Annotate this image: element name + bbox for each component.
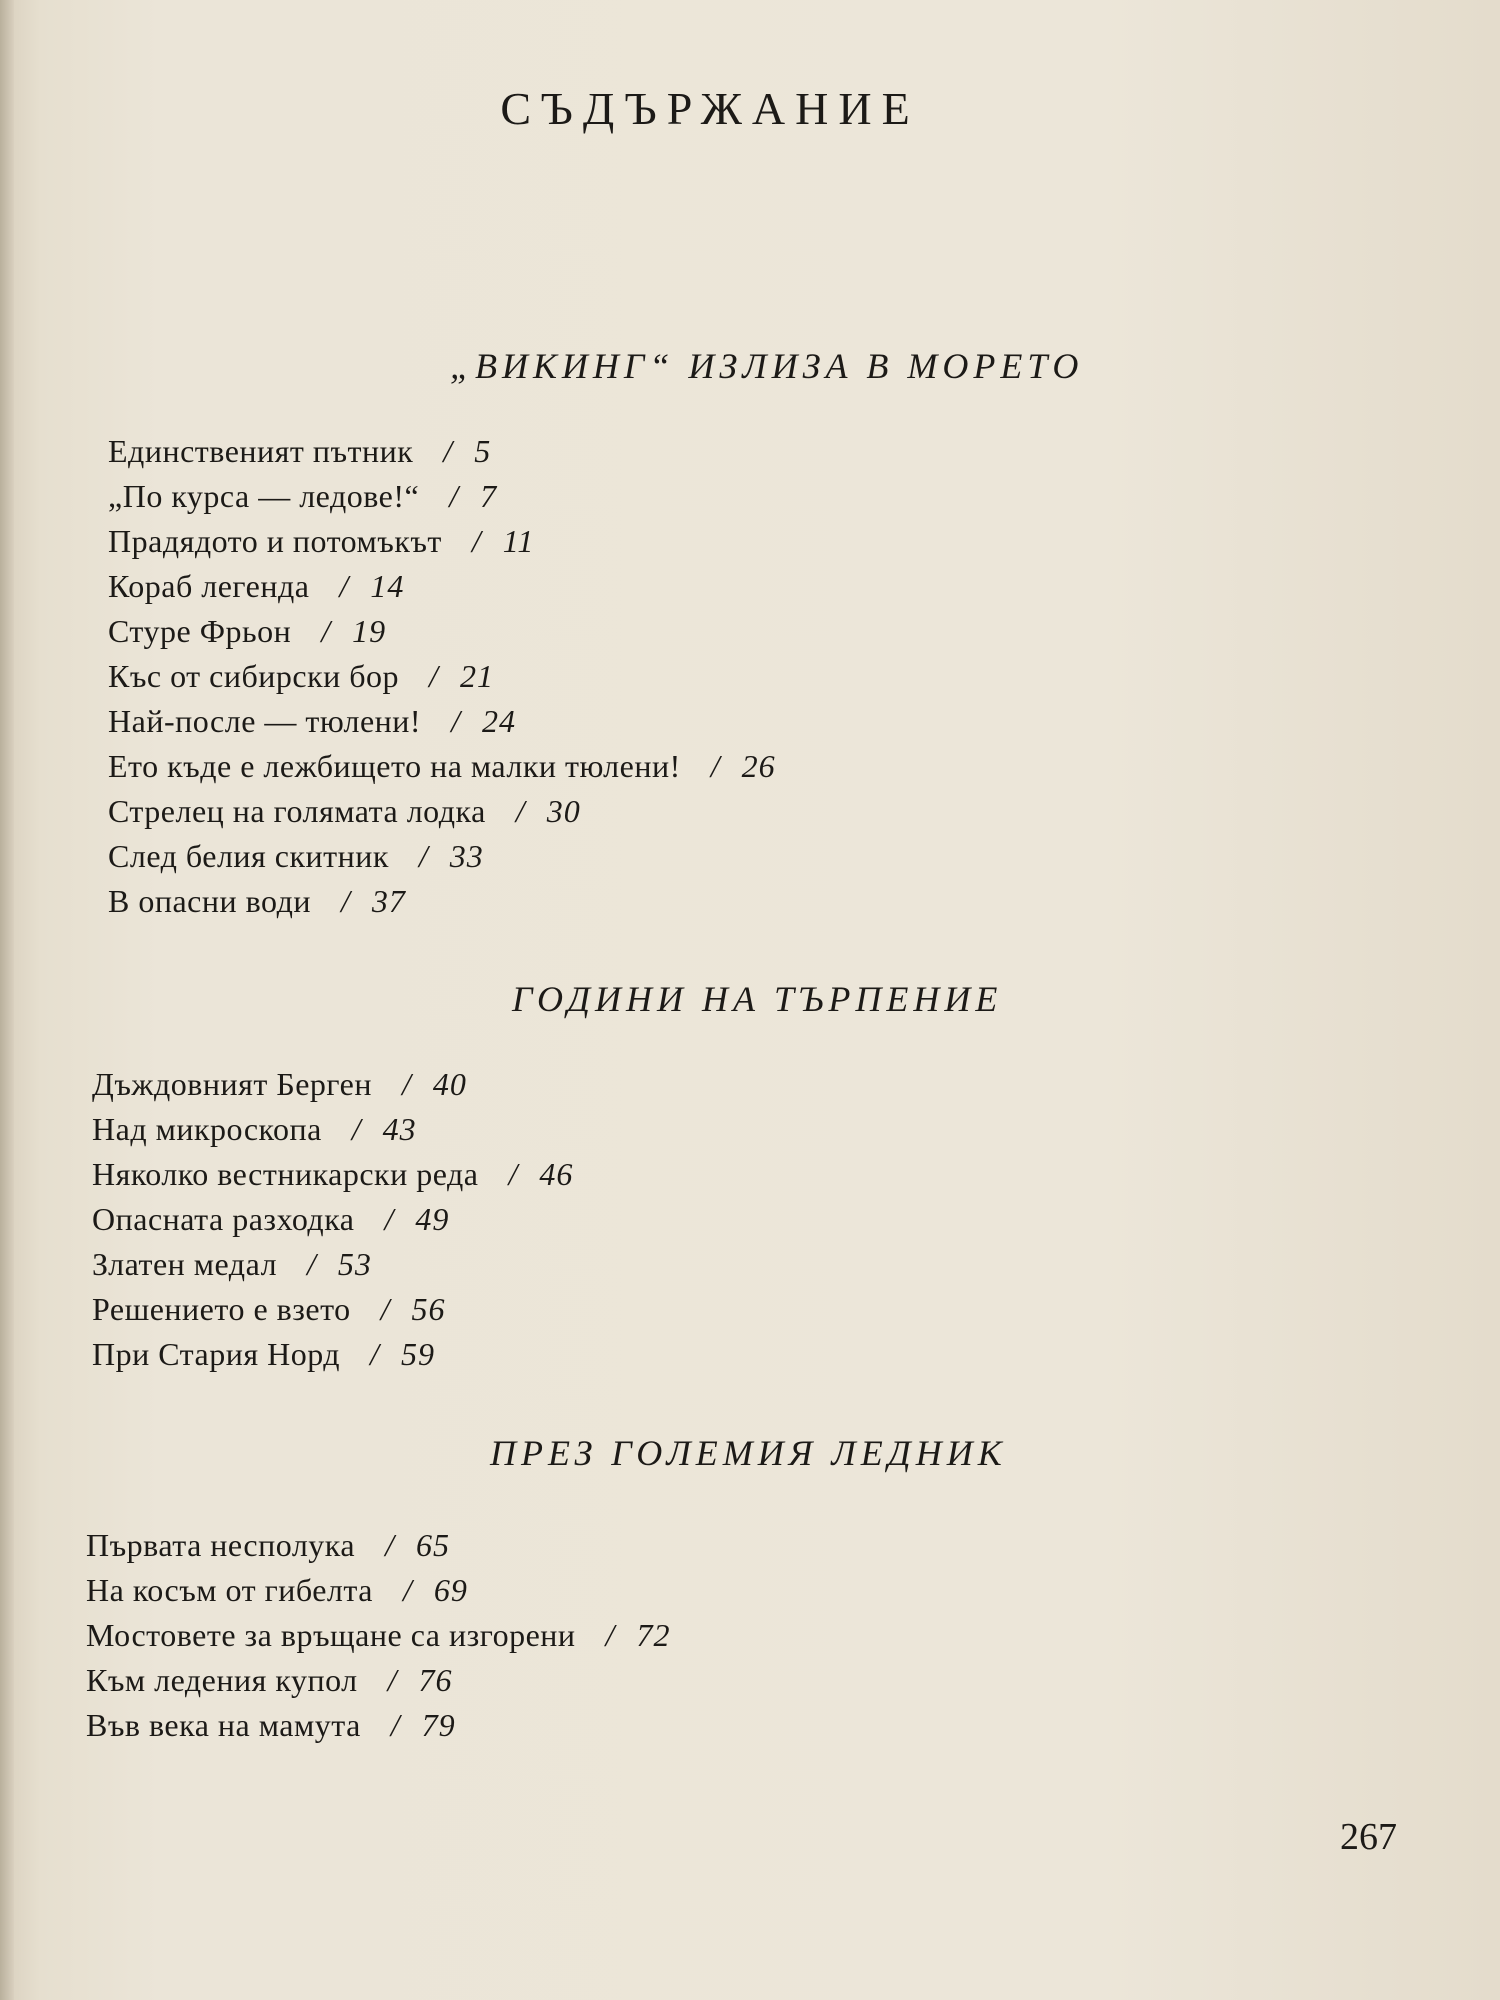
toc-entry-title: Единственият пътник [108, 433, 414, 469]
toc-separator: / [341, 883, 350, 919]
toc-entry [86, 1523, 986, 1568]
toc-separator: / [471, 523, 481, 559]
toc-entry [92, 1062, 992, 1107]
toc-separator: / [307, 1246, 316, 1282]
toc-entry-page: 30 [546, 793, 581, 829]
toc-entry-page: 5 [474, 433, 492, 469]
contents-heading: СЪДЪРЖАНИЕ [500, 83, 920, 134]
toc-separator: / [385, 1527, 394, 1563]
toc-entry [108, 654, 1008, 699]
toc-entry-page: 14 [370, 568, 405, 604]
toc-entry-title: Мостовете за връщане са изгорени [86, 1617, 576, 1653]
section-title-viking: „ВИКИНГ“ ИЗЛИЗА В МОРЕТО [450, 346, 1084, 386]
toc-entry-page: 65 [415, 1527, 450, 1563]
toc-entry [108, 474, 1008, 519]
toc-entry-page: 76 [418, 1662, 453, 1698]
toc-entry-title: Прадядото и потомъкът [108, 523, 442, 559]
toc-entry-title: Кораб легенда [108, 568, 310, 604]
toc-separator: / [710, 748, 720, 784]
toc-entry-title: Къс от сибирски бор [108, 658, 400, 694]
toc-separator: / [401, 1066, 411, 1102]
toc-entry-page: 69 [433, 1572, 468, 1608]
toc-entry [108, 789, 1008, 834]
toc-separator: / [605, 1617, 615, 1653]
toc-entry-title: След белия скитник [108, 838, 389, 874]
toc-entry [108, 699, 1008, 744]
toc-entry-title: В опасни води [108, 883, 311, 919]
toc-entry-title: „По курса — ледове!“ [108, 478, 420, 514]
toc-entry [108, 564, 1008, 609]
toc-separator: / [451, 703, 460, 739]
toc-entry [92, 1152, 992, 1197]
toc-entry-title: Стрелец на голямата лодка [108, 793, 486, 829]
toc-entry-title: Златен медал [92, 1246, 278, 1282]
toc-entry-page: 56 [411, 1291, 446, 1327]
toc-entry [108, 744, 1008, 789]
toc-entry-page: 33 [449, 838, 484, 874]
toc-entry-page: 21 [459, 658, 494, 694]
toc-separator: / [515, 793, 525, 829]
toc-entry-title: Най-после — тюлени! [108, 703, 422, 739]
toc-list-section-3 [86, 1523, 986, 1748]
toc-entry-title: Решението е взето [92, 1291, 351, 1327]
toc-entry-page: 37 [371, 883, 406, 919]
toc-entry-page: 53 [337, 1246, 372, 1282]
toc-separator: / [418, 838, 428, 874]
toc-separator: / [387, 1662, 397, 1698]
toc-entry-title: Във века на мамута [86, 1707, 361, 1743]
toc-entry-page: 43 [382, 1111, 417, 1147]
toc-entry [86, 1568, 986, 1613]
toc-separator: / [402, 1572, 412, 1608]
toc-separator: / [321, 613, 331, 649]
toc-entry-page: 46 [539, 1156, 574, 1192]
section-title-years: ГОДИНИ НА ТЪРПЕНИЕ [512, 979, 1003, 1019]
toc-entry [92, 1197, 992, 1242]
toc-entry-page: 40 [432, 1066, 467, 1102]
toc-entry-title: Няколко вестникарски реда [92, 1156, 479, 1192]
toc-entry-title: Опасната разходка [92, 1201, 355, 1237]
toc-entry-title: Ето къде е лежбището на малки тюлени! [108, 748, 681, 784]
toc-entry [92, 1242, 992, 1287]
toc-entry-page: 19 [352, 613, 387, 649]
toc-entry-page: 11 [502, 523, 535, 559]
toc-separator: / [429, 658, 438, 694]
toc-entry [92, 1332, 992, 1377]
toc-entry-page: 79 [421, 1707, 456, 1743]
toc-entry [86, 1613, 986, 1658]
toc-entry-title: Дъждовният Берген [92, 1066, 372, 1102]
toc-entry [92, 1107, 992, 1152]
toc-entry-title: Първата несполука [86, 1527, 356, 1563]
toc-entry [108, 609, 1008, 654]
toc-entry [108, 519, 1008, 564]
toc-list-section-1 [108, 429, 1008, 924]
toc-entry-page: 49 [415, 1201, 450, 1237]
toc-separator: / [370, 1336, 379, 1372]
toc-entry-title: При Стария Норд [92, 1336, 341, 1372]
toc-entry [92, 1287, 992, 1332]
toc-separator: / [508, 1156, 518, 1192]
toc-separator: / [449, 478, 459, 514]
toc-separator: / [339, 568, 349, 604]
toc-entry-title: На косъм от гибелта [86, 1572, 373, 1608]
toc-entry [86, 1658, 986, 1703]
toc-entry [108, 429, 1008, 474]
toc-separator: / [443, 433, 453, 469]
toc-entry-title: Над микроскопа [92, 1111, 322, 1147]
toc-entry [108, 879, 1008, 924]
toc-separator: / [380, 1291, 390, 1327]
toc-entry-page: 7 [480, 478, 498, 514]
page-binding-edge [0, 0, 14, 2000]
toc-separator: / [384, 1201, 394, 1237]
toc-entry-title: Към ледения купол [86, 1662, 358, 1698]
section-title-glacier: ПРЕЗ ГОЛЕМИЯ ЛЕДНИК [490, 1433, 1007, 1473]
toc-entry [86, 1703, 986, 1748]
page-number: 267 [1340, 1816, 1397, 1858]
toc-entry-title: Стуре Фрьон [108, 613, 292, 649]
toc-entry-page: 59 [400, 1336, 435, 1372]
toc-separator: / [351, 1111, 361, 1147]
toc-separator: / [390, 1707, 400, 1743]
toc-entry-page: 72 [636, 1617, 671, 1653]
toc-list-section-2 [92, 1062, 992, 1377]
toc-entry-page: 26 [741, 748, 776, 784]
toc-entry [108, 834, 1008, 879]
toc-entry-page: 24 [481, 703, 516, 739]
